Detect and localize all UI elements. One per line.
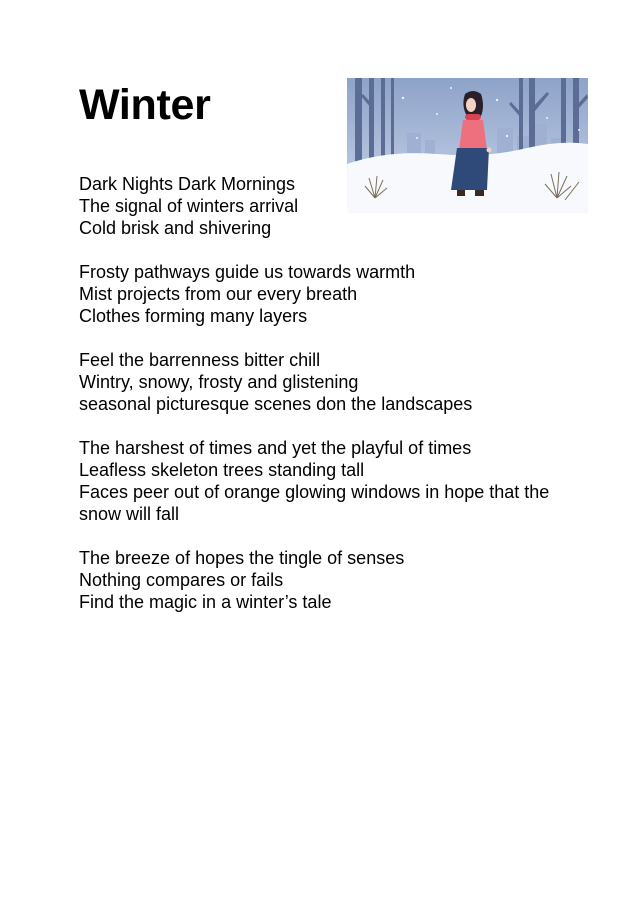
poem-line: Clothes forming many layers (79, 306, 308, 326)
poem-line: Wintry, snowy, frosty and glistening (79, 372, 359, 392)
poem-line: Find the magic in a winter’s tale (79, 592, 332, 612)
stanza (79, 547, 579, 613)
poem-body (79, 173, 579, 635)
poem-line: The harshest of times and yet the playful of times (79, 438, 472, 458)
stanza (79, 173, 579, 239)
poem-line: Faces peer out of orange glowing windows in hope that the snow will fall (79, 482, 550, 524)
poem-line: seasonal picturesque scenes don the landscapes (79, 394, 473, 414)
poem-line: Leafless skeleton trees standing tall (79, 460, 365, 480)
poem-line: The breeze of hopes the tingle of senses (79, 548, 405, 568)
poem-title: Winter (79, 81, 211, 129)
stanza (79, 261, 579, 327)
poem-line: The signal of winters arrival (79, 196, 299, 216)
poem-line: Dark Nights Dark Mornings (79, 174, 296, 194)
poem-line: Frosty pathways guide us towards warmth (79, 262, 416, 282)
poem-line: Feel the barrenness bitter chill (79, 350, 321, 370)
poem-line: Cold brisk and shivering (79, 218, 272, 238)
poem-line: Mist projects from our every breath (79, 284, 358, 304)
stanza (79, 437, 579, 525)
poem-line: Nothing compares or fails (79, 570, 284, 590)
stanza (79, 349, 579, 415)
